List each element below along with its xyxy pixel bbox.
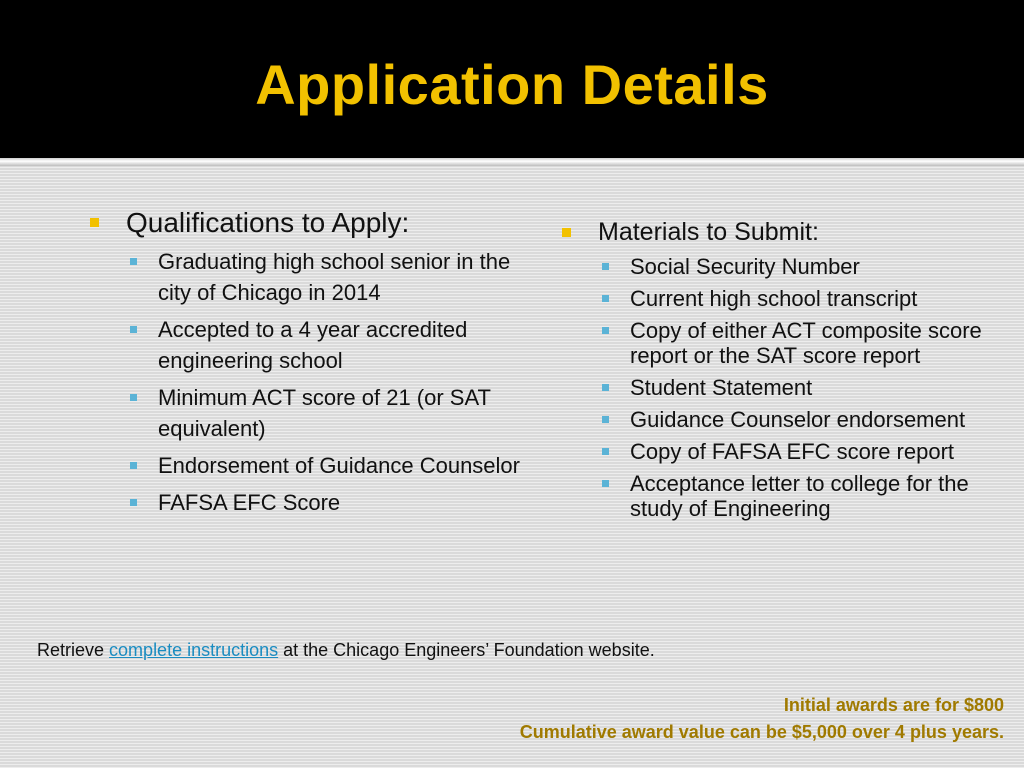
square-bullet-icon — [130, 499, 137, 506]
material-text: Current high school transcript — [630, 286, 918, 311]
list-item — [562, 375, 992, 400]
material-text: Guidance Counselor endorsement — [630, 407, 966, 432]
list-item — [90, 382, 520, 444]
square-bullet-icon — [602, 448, 609, 455]
material-text: Student Statement — [630, 375, 813, 400]
qualifications-heading: Qualifications to Apply: — [126, 207, 410, 238]
qualifications-column — [90, 206, 520, 518]
qualification-text: Endorsement of Guidance Counselor — [158, 453, 520, 478]
list-item — [90, 246, 520, 308]
materials-heading: Materials to Submit: — [598, 218, 819, 246]
qualification-text: Accepted to a 4 year accredited engineering school — [158, 317, 468, 373]
list-item — [562, 439, 992, 464]
square-bullet-icon — [130, 258, 137, 265]
list-item — [90, 487, 520, 518]
materials-column — [562, 217, 992, 521]
list-item — [90, 450, 520, 481]
square-bullet-icon — [90, 218, 99, 227]
material-text: Copy of either ACT composite score report or the SAT score report — [630, 318, 982, 368]
square-bullet-icon — [602, 416, 609, 423]
slide-title: Application Details — [255, 53, 769, 116]
qualification-text: Graduating high school senior in the city of Chicago in 2014 — [158, 249, 511, 305]
list-item — [90, 314, 520, 376]
materials-list — [562, 254, 992, 521]
qualification-text: Minimum ACT score of 21 (or SAT equivalent) — [158, 385, 491, 441]
cumulative-award-note: Cumulative award value can be $5,000 over 4 plus years. — [519, 722, 1004, 742]
material-text: Copy of FAFSA EFC score report — [630, 439, 955, 464]
square-bullet-icon — [602, 263, 609, 270]
materials-heading-item — [562, 217, 992, 247]
retrieve-prefix: Retrieve — [37, 640, 105, 660]
qualifications-list — [90, 246, 520, 518]
square-bullet-icon — [130, 462, 137, 469]
list-item — [562, 254, 992, 279]
square-bullet-icon — [602, 295, 609, 302]
square-bullet-icon — [602, 480, 609, 487]
qualifications-heading-item — [90, 206, 520, 240]
retrieve-instructions-line — [37, 640, 655, 661]
retrieve-suffix: at the Chicago Engineers’ Foundation website. — [283, 640, 655, 660]
square-bullet-icon — [602, 327, 609, 334]
material-text: Acceptance letter to college for the study of Engineering — [630, 471, 969, 521]
title-bar — [0, 0, 1024, 158]
initial-award-note: Initial awards are for $800 — [783, 695, 1004, 715]
square-bullet-icon — [602, 384, 609, 391]
square-bullet-icon — [130, 326, 137, 333]
qualification-text: FAFSA EFC Score — [158, 490, 341, 515]
square-bullet-icon — [562, 228, 571, 237]
header-divider — [0, 158, 1024, 166]
list-item — [562, 286, 992, 311]
material-text: Social Security Number — [630, 254, 860, 279]
square-bullet-icon — [130, 394, 137, 401]
list-item — [562, 407, 992, 432]
list-item — [562, 471, 992, 521]
list-item — [562, 318, 992, 368]
complete-instructions-link[interactable]: complete instructions — [109, 640, 279, 660]
